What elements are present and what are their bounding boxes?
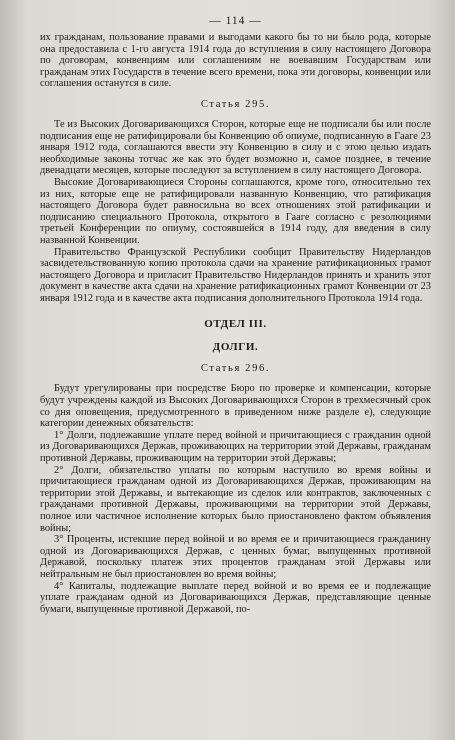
section-subtitle: ДОЛГИ. [212, 341, 259, 354]
article-295-paragraph-3: Правительство Французской Республики сообщит Правительству Нидерландов засвидетельствованную копию протокола сдачи на хранение ратификационных грамот настоящего Договора и пригласит Правительство Нидерландов принять и хранить этот документ в качестве акта сдачи на хранение ратификационных грамот Конвенции от 23 января 1912 года и в качестве акта подписания дополнительного Протокола 1914 года. [40, 246, 431, 304]
paragraph-intro: их гражданам, пользование правами и выгодами какого бы то ни было рода, которые она предоставила с 1-го августа 1914 года до вступления в силу настоящего Договора по договорам, конвенциям или соглашениям не воевавшим Государствам или гражданам этих Государств в течение всего времени, пока эти договоры, конвенции или соглашения останутся в силе. [40, 32, 431, 90]
article-296-item-1: 1° Долги, подлежавшие уплате перед войной и причитающиеся с гражданин одной из Договаривающихся Держав, проживающих на территории этой Державы, гражданам противной Державы, проживающим на территории этой Державы; [40, 429, 431, 465]
article-296-item-3: 3° Проценты, истекшие перед войной и во время ее и причитающиеся гражданину одной из Договаривающихся Держав, с ценных бумаг, выпущенных противной Державой, поскольку платеж этих процентов гражданам этой Державы или нейтральным не был приостановлен во время войны; [40, 534, 431, 580]
section-title: ОТДЕЛ III. [204, 318, 267, 331]
article-296-heading: Статья 296. [200, 363, 271, 375]
article-295-paragraph-1: Те из Высоких Договаривающихся Сторон, которые еще не подписали бы или после подписания еще не ратифицировали бы Конвенцию об опиуме, подписанную в Гааге 23 января 1912 года, соглашаются ввести эту Конвенцию в силу и с этою целью издать необходимые законы тотчас же как это будет возможно и, самое позднее, в течение двенадцати месяцев, которые последуют за вступлением в силу настоящего Договора. [40, 118, 431, 177]
article-296-item-4: 4° Капиталы, подлежащие выплате перед войной и во время ее и подлежащие уплате гражданам одной из Договаривающихся Держав, представляющие ценные бумаги, выпущенные противной Державой, по- [40, 580, 431, 615]
page-number: — 114 — [209, 15, 262, 27]
article-295-paragraph-2: Высокие Договаривающиеся Стороны соглашаются, кроме того, относительно тех из них, которые еще не ратифицировали названную Конвенцию, что ратификация настоящего Договора будет равносильна во всех отношениях этой ратификации и подписанию специального Протокола, открытого в Гааге согласно с резолюциями третьей Конференции по опиуму, состоявшейся в 1914 году, для введения в силу названной Конвенции. [40, 176, 431, 246]
article-296-item-2: 2° Долги, обязательство уплаты по которым наступило во время войны и причитающиеся гражданам одной из Договаривающихся Держав, проживающим на территории этой Державы, и вытекающие из сделок или контрактов, заключенных с гражданами противной Державы, проживающими на территории этой Державы, полное или частичное исполнение которых было приостановлено фактом объявления войны; [40, 464, 431, 534]
article-296-paragraph-1: Будут урегулированы при посредстве Бюро по проверке и компенсации, которые будут учреждены каждой из Высоких Договаривающихся Сторон в трехмесячный срок со дня оповещения, предусмотренного в приведенном ниже разделе е), следующие категории денежных обязательств: [40, 383, 431, 430]
article-295-heading: Статья 295. [200, 98, 271, 110]
